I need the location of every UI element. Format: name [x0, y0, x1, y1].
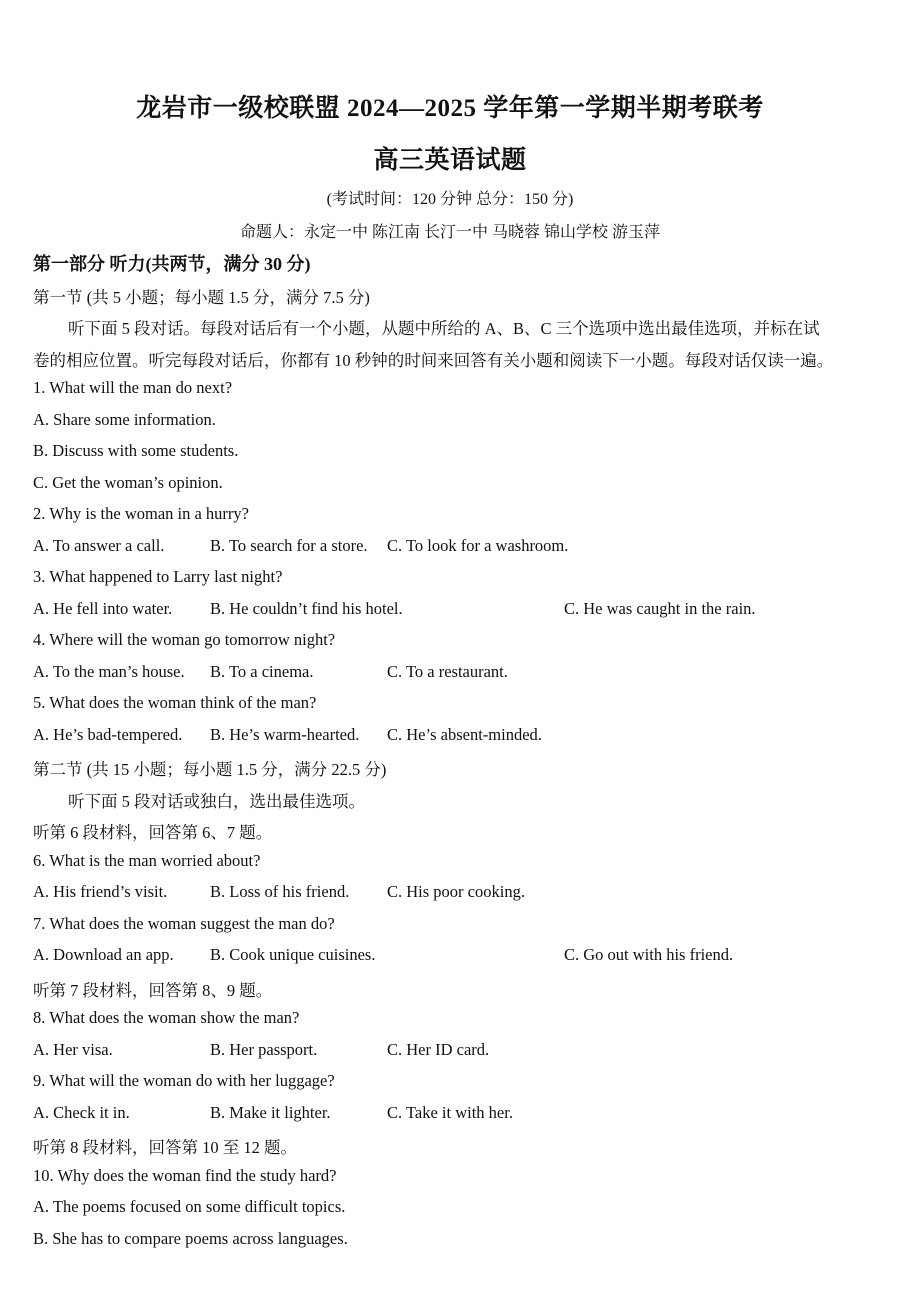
question-4-option-c: C. To a restaurant.	[387, 662, 508, 681]
question-7-option-a: A. Download an app.	[33, 945, 174, 964]
exam-time-score: (考试时间：120 分钟 总分：150 分)	[326, 191, 574, 208]
question-1-option-c: C. Get the woman’s opinion.	[33, 473, 223, 492]
exam-authors: 命题人：永定一中 陈江南 长汀一中 马晓蓉 锦山学校 游玉萍	[239, 224, 660, 241]
material-6-instruction: 听第 6 段材料，回答第 6、7 题。	[33, 823, 273, 842]
material-8-instruction: 听第 8 段材料，回答第 10 至 12 题。	[33, 1138, 297, 1157]
material-7-instruction: 听第 7 段材料，回答第 8、9 题。	[33, 981, 273, 1000]
question-9-option-a: A. Check it in.	[33, 1103, 130, 1122]
question-10-stem: 10. Why does the woman find the study hard?	[33, 1166, 337, 1185]
question-4-option-a: A. To the man’s house.	[33, 662, 185, 681]
question-2-option-c: C. To look for a washroom.	[387, 536, 569, 555]
question-5-option-a: A. He’s bad-tempered.	[33, 725, 183, 744]
question-6-option-c: C. His poor cooking.	[387, 882, 525, 901]
question-8-option-c: C. Her ID card.	[387, 1040, 490, 1059]
exam-subject-title: 高三英语试题	[373, 147, 527, 174]
question-4-option-b: B. To a cinema.	[210, 662, 314, 681]
section1-instructions-line1: 听下面 5 段对话。每段对话后有一个小题，从题中所给的 A、B、C 三个选项中选出最佳选项，并标在试	[68, 319, 820, 338]
question-3-option-c: C. He was caught in the rain.	[564, 599, 756, 618]
part1-heading: 第一部分 听力(共两节，满分 30 分)	[33, 254, 311, 274]
question-8-option-a: A. Her visa.	[33, 1040, 113, 1059]
question-3-option-a: A. He fell into water.	[33, 599, 173, 618]
question-9-option-b: B. Make it lighter.	[210, 1103, 331, 1122]
question-5-option-c: C. He’s absent-minded.	[387, 725, 542, 744]
question-1-stem: 1. What will the man do next?	[33, 378, 233, 397]
section1-instructions-line2: 卷的相应位置。听完每段对话后，你都有 10 秒钟的时间来回答有关小题和阅读下一小题。每段对话仅读一遍。	[33, 351, 834, 370]
question-7-option-c: C. Go out with his friend.	[564, 945, 734, 964]
question-4-stem: 4. Where will the woman go tomorrow night?	[33, 630, 336, 649]
question-2-stem: 2. Why is the woman in a hurry?	[33, 504, 249, 523]
question-7-option-b: B. Cook unique cuisines.	[210, 945, 376, 964]
question-1-option-a: A. Share some information.	[33, 410, 216, 429]
section2-heading: 第二节 (共 15 小题；每小题 1.5 分，满分 22.5 分)	[33, 760, 387, 779]
question-5-stem: 5. What does the woman think of the man?	[33, 693, 317, 712]
question-6-option-a: A. His friend’s visit.	[33, 882, 168, 901]
question-8-option-b: B. Her passport.	[210, 1040, 318, 1059]
question-9-option-c: C. Take it with her.	[387, 1103, 513, 1122]
question-8-stem: 8. What does the woman show the man?	[33, 1008, 300, 1027]
question-1-option-b: B. Discuss with some students.	[33, 441, 239, 460]
question-10-option-a: A. The poems focused on some difficult topics.	[33, 1197, 346, 1216]
question-2-option-b: B. To search for a store.	[210, 536, 368, 555]
question-3-option-b: B. He couldn’t find his hotel.	[210, 599, 403, 618]
exam-title: 龙岩市一级校联盟 2024—2025 学年第一学期半期考联考	[136, 95, 764, 122]
question-10-option-b: B. She has to compare poems across languages.	[33, 1229, 348, 1248]
question-7-stem: 7. What does the woman suggest the man do?	[33, 914, 335, 933]
question-5-option-b: B. He’s warm-hearted.	[210, 725, 360, 744]
question-9-stem: 9. What will the woman do with her luggage?	[33, 1071, 335, 1090]
section2-instructions: 听下面 5 段对话或独白，选出最佳选项。	[68, 792, 365, 811]
question-6-option-b: B. Loss of his friend.	[210, 882, 350, 901]
question-3-stem: 3. What happened to Larry last night?	[33, 567, 283, 586]
section1-heading: 第一节 (共 5 小题；每小题 1.5 分，满分 7.5 分)	[33, 288, 370, 307]
question-2-option-a: A. To answer a call.	[33, 536, 165, 555]
question-6-stem: 6. What is the man worried about?	[33, 851, 261, 870]
